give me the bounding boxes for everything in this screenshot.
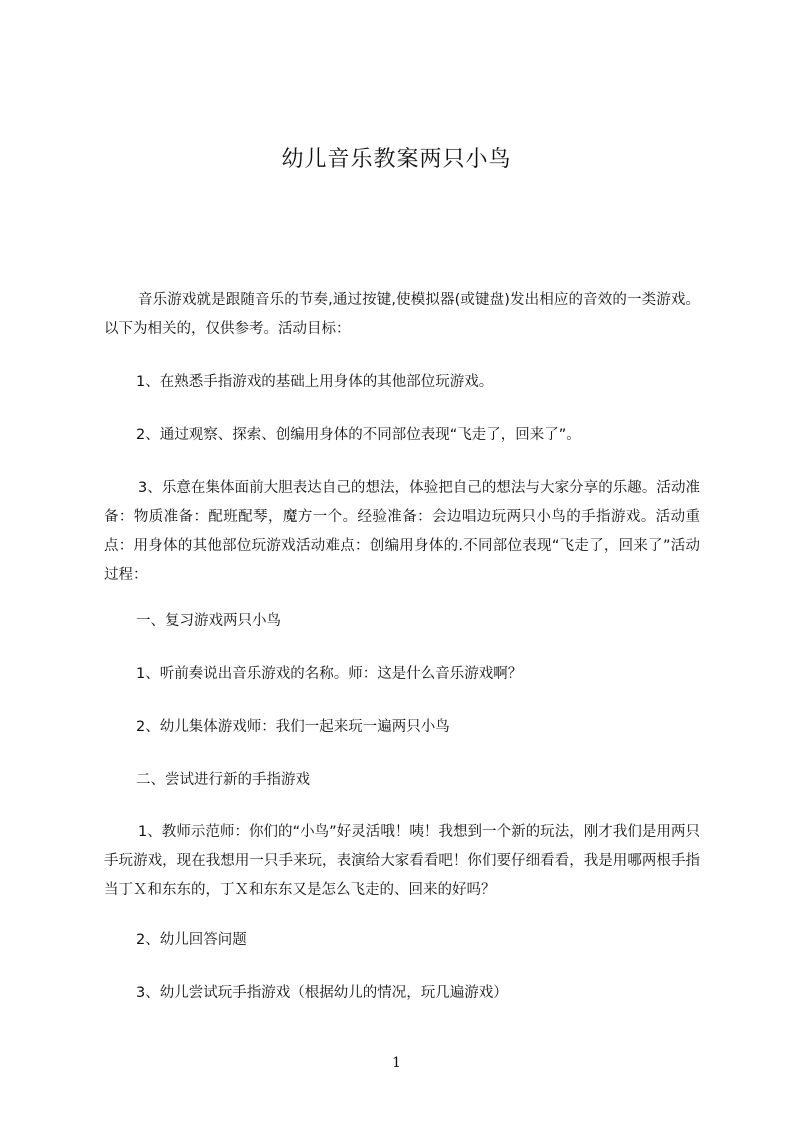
section-2-step-2: 2、幼儿回答问题 <box>136 932 247 948</box>
section-2-step-1-paragraph: 1、教师示范师：你们的“小鸟”好灵活哦！咦！我想到一个新的玩法，刚才我们是用两只手玩游戏，现在我想用一只手来玩，表演给大家看看吧！你们要仔细看看，我是用哪两根手指当丁Ｘ和东东的，丁Ｘ和东东又是怎么飞走的、回来的好吗？ <box>104 824 700 898</box>
goal-item-1: 1、在熟悉手指游戏的基础上用身体的其他部位玩游戏。 <box>136 374 494 390</box>
intro-paragraph: 音乐游戏就是跟随音乐的节奏,通过按键,使模拟器(或键盘)发出相应的音效的一类游戏。以下为相关的，仅供参考。活动目标： <box>104 292 700 337</box>
section-2-heading: 二、尝试进行新的手指游戏 <box>136 772 310 788</box>
goal-item-2: 2、通过观察、探索、创编用身体的不同部位表现“飞走了，回来了”。 <box>136 427 581 443</box>
document-title: 幼儿音乐教案两只小鸟 <box>281 147 512 172</box>
section-1-step-1: 1、听前奏说出音乐游戏的名称。师：这是什么音乐游戏啊？ <box>136 666 523 682</box>
section-2-step-3: 3、幼儿尝试玩手指游戏（根据幼儿的情况，玩几遍游戏） <box>136 985 508 1001</box>
section-1-heading: 一、复习游戏两只小鸟 <box>136 613 281 629</box>
page-number: 1 <box>392 1055 401 1071</box>
section-1-step-2: 2、幼儿集体游戏师：我们一起来玩一遍两只小鸟 <box>136 719 450 735</box>
goal-item-3-paragraph: 3、乐意在集体面前大胆表达自己的想法，体验把自己的想法与大家分享的乐趣。活动准备：物质准备：配班配琴，魔方一个。经验准备：会边唱边玩两只小鸟的手指游戏。活动重点：用身体的其他部位玩游戏活动难点：创编用身体的.不同部位表现“飞走了，回来了”活动过程： <box>104 480 700 583</box>
